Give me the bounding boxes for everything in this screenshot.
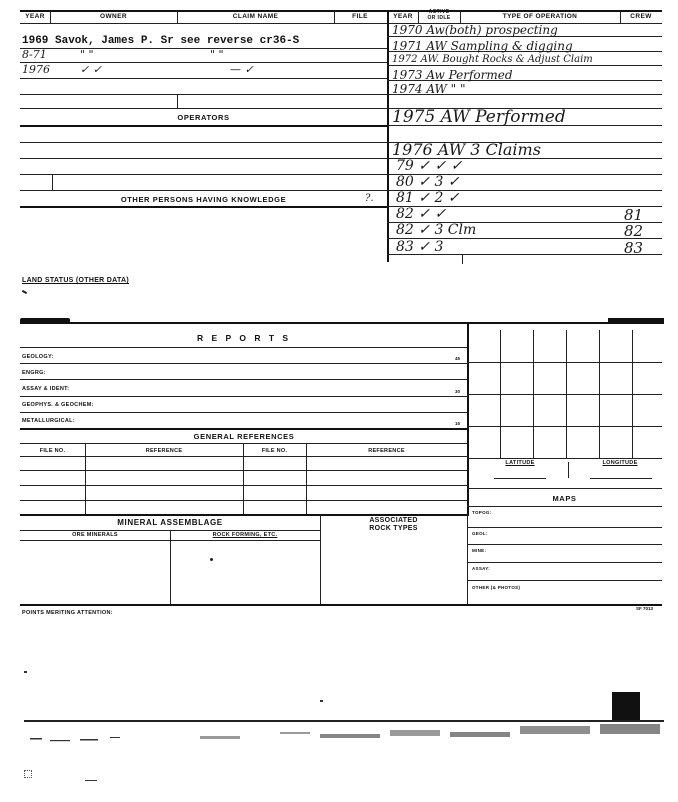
- map-mine-label: MINE:: [472, 548, 487, 553]
- activity-entry: 1973 Aw Performed: [392, 68, 513, 82]
- operators-label: OPERATORS: [177, 113, 230, 122]
- reports-title: R E P O R T S: [196, 333, 292, 343]
- map-topog-label: TOPOG:: [472, 510, 492, 515]
- rock-types-label: ROCK TYPES: [369, 525, 418, 532]
- form-number: SF 7013: [636, 606, 654, 611]
- owner-row-owner: " ": [80, 48, 94, 61]
- map-other-label: OTHER (& PHOTOS): [472, 585, 521, 590]
- activity-entry: 1974 AW " ": [392, 82, 466, 96]
- owner-row-claim: — ✓: [230, 63, 254, 76]
- report-label-geology: GEOLOGY:: [22, 354, 54, 360]
- maps-title: MAPS: [552, 494, 577, 503]
- ref-file-no-header: FILE NO.: [39, 448, 66, 454]
- land-status-label: LAND STATUS (OTHER DATA): [22, 277, 130, 284]
- header-or-idle: OR IDLE: [427, 15, 451, 21]
- header-active-or-idle: [418, 9, 460, 21]
- report-label-geophys: GEOPHYS. & GEOCHEM:: [22, 402, 94, 408]
- crew-count: 81: [624, 206, 644, 224]
- activity-entry: 1975 AW Performed: [392, 107, 566, 127]
- map-geol-label: GEOL:: [472, 531, 488, 536]
- owner-row-year: 1976: [22, 63, 50, 76]
- activity-entry: 1972 AW. Bought Rocks & Adjust Claim: [392, 54, 593, 65]
- stray-mark: [24, 671, 27, 673]
- header-file: FILE: [352, 13, 368, 20]
- report-num-metallurgical: 15: [455, 421, 461, 426]
- activity-entry: 1971 AW Sampling & digging: [392, 39, 573, 53]
- activity-entry: 1970 Aw(both) prospecting: [392, 23, 558, 37]
- report-label-assay: ASSAY & IDENT:: [22, 386, 70, 392]
- activity-entry: 1976 AW 3 Claims: [392, 140, 541, 159]
- other-persons-mark: ?.: [365, 193, 374, 204]
- mineral-assemblage-title: MINERAL ASSEMBLAGE: [117, 518, 223, 527]
- stray-mark: [320, 700, 323, 702]
- longitude-label: LONGITUDE: [602, 460, 638, 466]
- activity-entry: 79 ✓ ✓ ✓: [396, 158, 463, 174]
- stray-mark: [85, 780, 97, 781]
- associated-label: ASSOCIATED: [369, 517, 418, 524]
- map-assay-label: ASSAY:: [472, 566, 491, 571]
- activity-entry: 82 ✓ ✓: [396, 206, 447, 222]
- report-label-engrg: ENGRG:: [22, 370, 46, 376]
- owner-row-typed: 1969 Savok, James P. Sr see reverse cr36-S: [22, 35, 300, 47]
- other-persons-label: OTHER PERSONS HAVING KNOWLEDGE: [120, 195, 287, 204]
- owner-row-owner: ✓ ✓: [80, 63, 102, 76]
- header-year-2: YEAR: [393, 13, 413, 20]
- latitude-label: LATITUDE: [505, 460, 535, 466]
- header-year: YEAR: [25, 13, 45, 20]
- report-label-metallurgical: METALLURGICAL:: [22, 418, 75, 424]
- scan-noise: [20, 722, 670, 752]
- crew-count: 82: [624, 222, 644, 240]
- header-owner: OWNER: [100, 13, 127, 20]
- header-type-of-operation: TYPE OF OPERATION: [502, 13, 578, 20]
- ref-reference-header-2: REFERENCE: [368, 448, 405, 454]
- header-crew: CREW: [630, 13, 652, 20]
- points-meriting-attention-label: POINTS MERITING ATTENTION:: [22, 610, 113, 616]
- report-num-geology: 45: [455, 356, 461, 361]
- rock-forming-header: ROCK FORMING, ETC.: [212, 532, 278, 538]
- ref-file-no-header-2: FILE NO.: [261, 448, 288, 454]
- stray-mark: [24, 770, 32, 778]
- header-claim-name: CLAIM NAME: [232, 13, 279, 20]
- ore-minerals-header: ORE MINERALS: [72, 532, 118, 538]
- stray-mark: [22, 290, 27, 294]
- owner-row-year: 8-71: [22, 48, 47, 61]
- header-active: ACTIVE: [428, 9, 450, 15]
- report-num-assay: 30: [455, 389, 461, 394]
- stray-dot: [210, 558, 213, 561]
- activity-entry: 80 ✓ 3 ✓: [396, 174, 460, 190]
- owner-row-claim: " ": [210, 48, 224, 61]
- scan-artifact-block: [612, 692, 640, 722]
- general-references-title: GENERAL REFERENCES: [193, 432, 295, 441]
- crew-count: 83: [624, 239, 644, 257]
- activity-entry: 82 ✓ 3 Clm: [396, 222, 477, 238]
- associated-rock-types-label: [320, 517, 467, 533]
- activity-entry: 81 ✓ 2 ✓: [396, 190, 460, 206]
- activity-entry: 83 ✓ 3: [396, 239, 444, 255]
- ref-reference-header: REFERENCE: [145, 448, 183, 454]
